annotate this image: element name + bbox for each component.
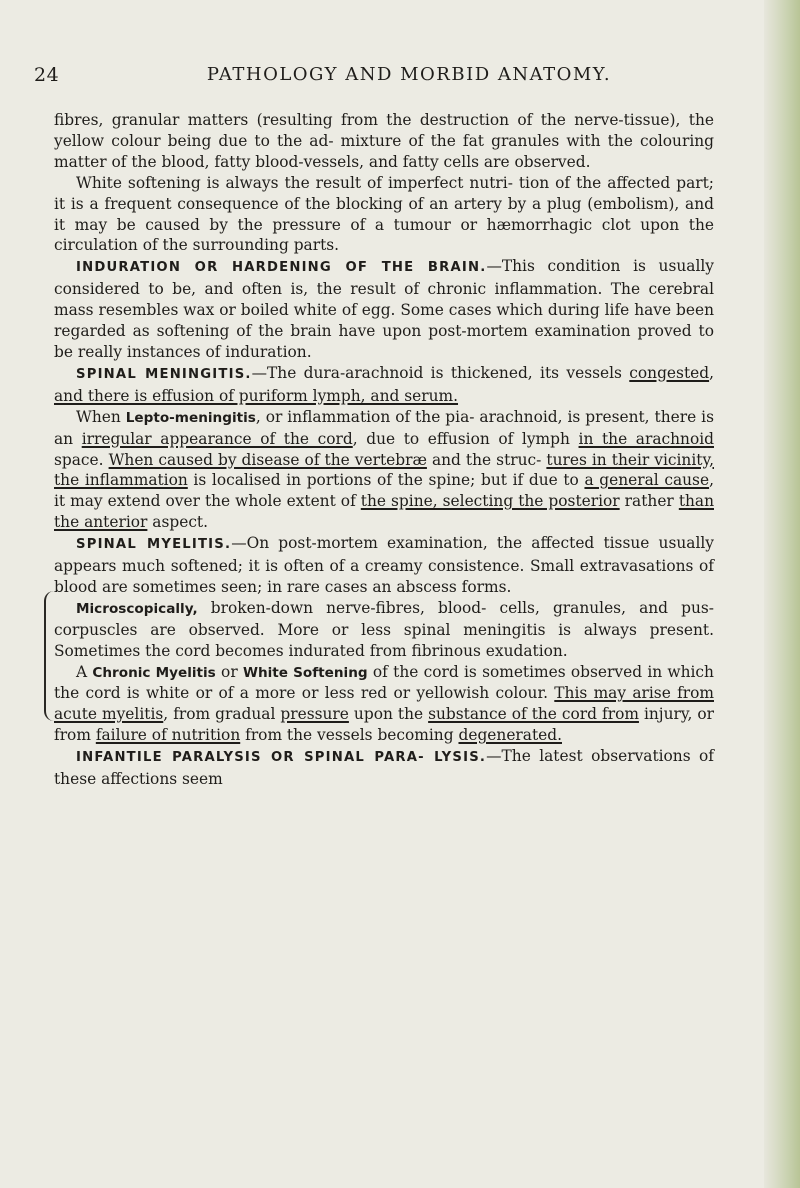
underlined-text: This may arise from acute myelitis — [54, 684, 714, 724]
paragraph-induration: INDURATION OR HARDENING OF THE BRAIN.—This condition is usually considered to be, and often is, the result of chronic inflammation. The cerebral mass resembles wax or boiled white of egg. Some cases which during life have been regarded as softening of the brain have upon post-mortem examination proved to be really instances of induration. — [54, 257, 714, 361]
underlined-text: the spine, selecting the posterior — [360, 492, 620, 511]
paragraph-spinal-myelitis: SPINAL MYELITIS.—On post-mortem examination, the affected tissue usually appears much softened; it is often of a creamy consistence. Small extravasations of blood are sometimes seen; in rare cases an abscess forms. — [54, 534, 714, 596]
paragraph: fibres, granular matters (resulting from the destruction of the nerve-tissue), the yellow colour being due to the ad- mixture of the fat granules with the colouring matter of the blood, fatty blood-vessels, and fatty cells are observed. — [54, 111, 714, 171]
page-edge-shadow — [764, 0, 800, 1188]
underlined-text: irregular appearance of the cord — [81, 429, 353, 448]
subheading: Microscopically, — [76, 600, 198, 617]
subheading: Lepto-meningitis — [125, 409, 256, 426]
underlined-text: congested — [629, 363, 710, 382]
underlined-text: in the arachnoid — [578, 429, 714, 448]
underlined-text: degenerated. — [458, 726, 562, 745]
underlined-text: pressure — [280, 705, 349, 724]
page-header — [34, 64, 724, 92]
underlined-text: When caused by disease of the vertebræ — [108, 450, 427, 469]
section-heading: INFANTILE PARALYSIS OR SPINAL PARA- LYSIS. — [76, 750, 487, 766]
underlined-text: failure of nutrition — [95, 726, 241, 745]
paragraph-microscopically: Microscopically, broken-down nerve-fibres, blood- cells, granules, and pus-corpuscles are observed. More or less spinal meningitis is always present. Sometimes the cord becomes indurated from fibrinous exudation. — [54, 598, 714, 660]
section-heading: SPINAL MENINGITIS. — [76, 366, 252, 382]
subheading: Chronic Myelitis — [92, 664, 216, 681]
underlined-text: and there is effusion of puriform lymph, and serum. — [54, 386, 459, 405]
page-number: 24 — [34, 64, 60, 86]
paragraph: White softening is always the result of imperfect nutri- tion of the affected part; it is a frequent consequence of the blocking of an artery by a plug (embolism), and it may be caused by the pressure of a tumour or hæmorrhagic clot upon the circulation of the surrounding parts. — [54, 173, 714, 255]
paragraph-lepto-meningitis: When Lepto-meningitis, or inflammation of the pia- arachnoid, is present, there is an irregular appearance of the cord, due to effusion of lymph in the arachnoid space. When caused by disease of the vertebræ and the struc- tures in their vicinity, the inflammation is localised in portions of the spine; but if due to a general cause, it may extend over the whole extent of the spine, selecting the posterior rather than the anterior aspect. — [54, 407, 714, 532]
running-title: PATHOLOGY AND MORBID ANATOMY. — [206, 64, 612, 85]
subheading: White Softening — [242, 664, 368, 681]
section-heading: SPINAL MYELITIS. — [76, 537, 232, 553]
underlined-text: tures in their vicinity, the inflammation — [54, 450, 714, 490]
section-heading: INDURATION OR HARDENING OF THE BRAIN. — [76, 260, 487, 276]
underlined-text: substance of the cord from — [428, 705, 639, 724]
paragraph-spinal-meningitis: SPINAL MENINGITIS.—The dura-arachnoid is thickened, its vessels congested, and there is effusion of puriform lymph, and serum. — [54, 363, 714, 405]
underlined-text: than the anterior — [54, 492, 714, 532]
paragraph-chronic-myelitis: A Chronic Myelitis or White Softening of the cord is sometimes observed in which the cord is white or of a more or less red or yellowish colour. This may arise from acute myelitis, from gradual pressure upon the substance of the cord from injury, or from failure of nutrition from the vessels becoming degenerated. — [54, 662, 715, 745]
paragraph-infantile-paralysis: INFANTILE PARALYSIS OR SPINAL PARA- LYSIS.—The latest observations of these affections seem — [54, 747, 714, 789]
underlined-text: a general cause — [584, 471, 710, 490]
page-body — [54, 110, 714, 790]
